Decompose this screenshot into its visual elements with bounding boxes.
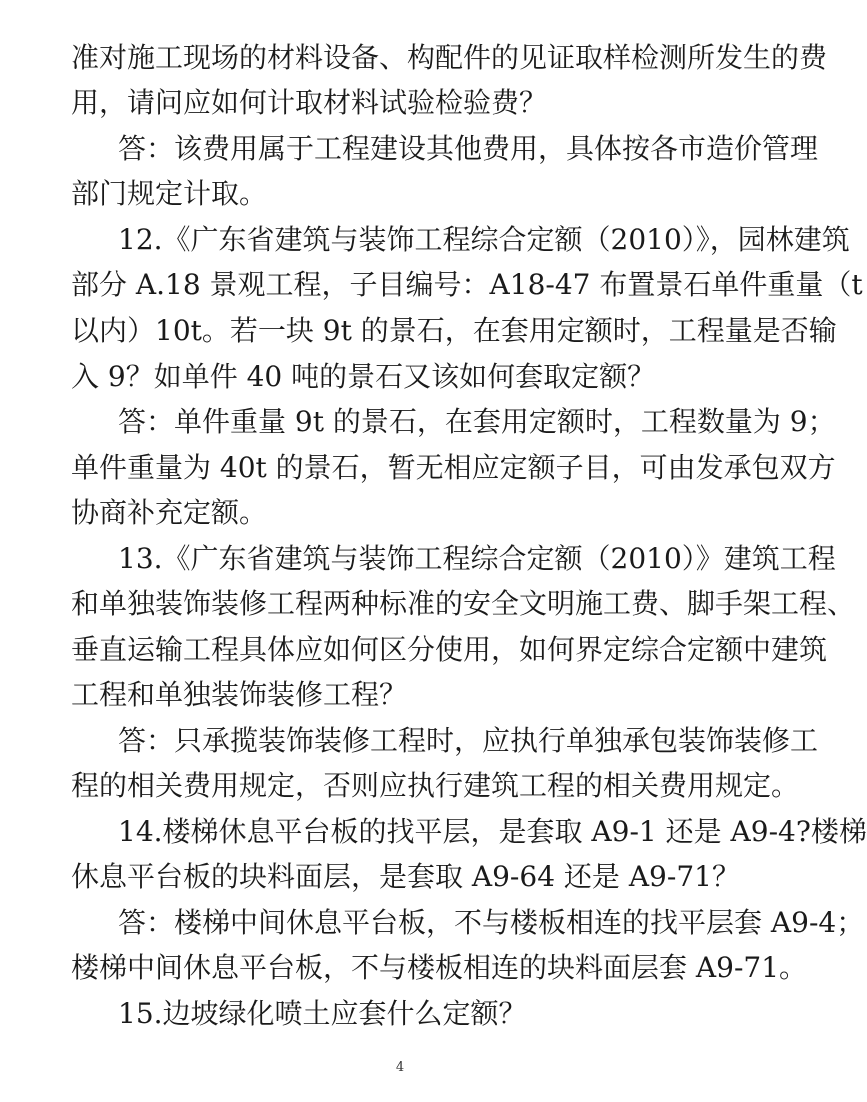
text-line: 程的相关费用规定，否则应执行建筑工程的相关费用规定。 — [71, 769, 800, 802]
text-line: 协商补充定额。 — [71, 496, 268, 529]
question-line: 13.《广东省建筑与装饰工程综合定额（2010）》建筑工程 — [118, 542, 836, 575]
question-line: 15.边坡绿化喷土应套什么定额？ — [118, 997, 527, 1030]
text-line: 部门规定计取。 — [71, 177, 268, 210]
text-line: 和单独装饰装修工程两种标准的安全文明施工费、脚手架工程、 — [71, 587, 856, 620]
text-line: 准对施工现场的材料设备、构配件的见证取样检测所发生的费 — [71, 41, 828, 74]
text-line: 以内）10t。若一块 9t 的景石，在套用定额时，工程量是否输 — [71, 314, 837, 347]
text-line: 用，请问应如何计取材料试验检验费？ — [71, 86, 548, 119]
text-line: 入 9？如单件 40 吨的景石又该如何套取定额？ — [71, 360, 656, 393]
text-line: 单件重量为 40t 的景石，暂无相应定额子目，可由发承包双方 — [71, 451, 836, 484]
answer-line: 答：楼梯中间休息平台板，不与楼板相连的找平层套 A9-4； — [118, 906, 865, 939]
text-line: 休息平台板的块料面层，是套取 A9-64 还是 A9-71？ — [71, 860, 740, 893]
text-line: 部分 A.18 景观工程，子目编号：A18-47 布置景石单件重量（t — [71, 268, 863, 301]
text-line: 楼梯中间休息平台板，不与楼板相连的块料面层套 A9-71。 — [71, 951, 808, 984]
answer-line: 答：只承揽装饰装修工程时，应执行单独承包装饰装修工 — [118, 724, 819, 757]
text-line: 工程和单独装饰装修工程？ — [71, 678, 408, 711]
answer-line: 答：该费用属于工程建设其他费用，具体按各市造价管理 — [118, 132, 819, 165]
answer-line: 答：单件重量 9t 的景石，在套用定额时，工程数量为 9； — [118, 405, 836, 438]
page-number: 4 — [395, 1060, 405, 1075]
question-line: 14.楼梯休息平台板的找平层，是套取 A9-1 还是 A9-4?楼梯 — [118, 815, 867, 848]
text-line: 垂直运输工程具体应如何区分使用，如何界定综合定额中建筑 — [71, 633, 828, 666]
question-line: 12.《广东省建筑与装饰工程综合定额（2010）》，园林建筑 — [118, 223, 850, 256]
